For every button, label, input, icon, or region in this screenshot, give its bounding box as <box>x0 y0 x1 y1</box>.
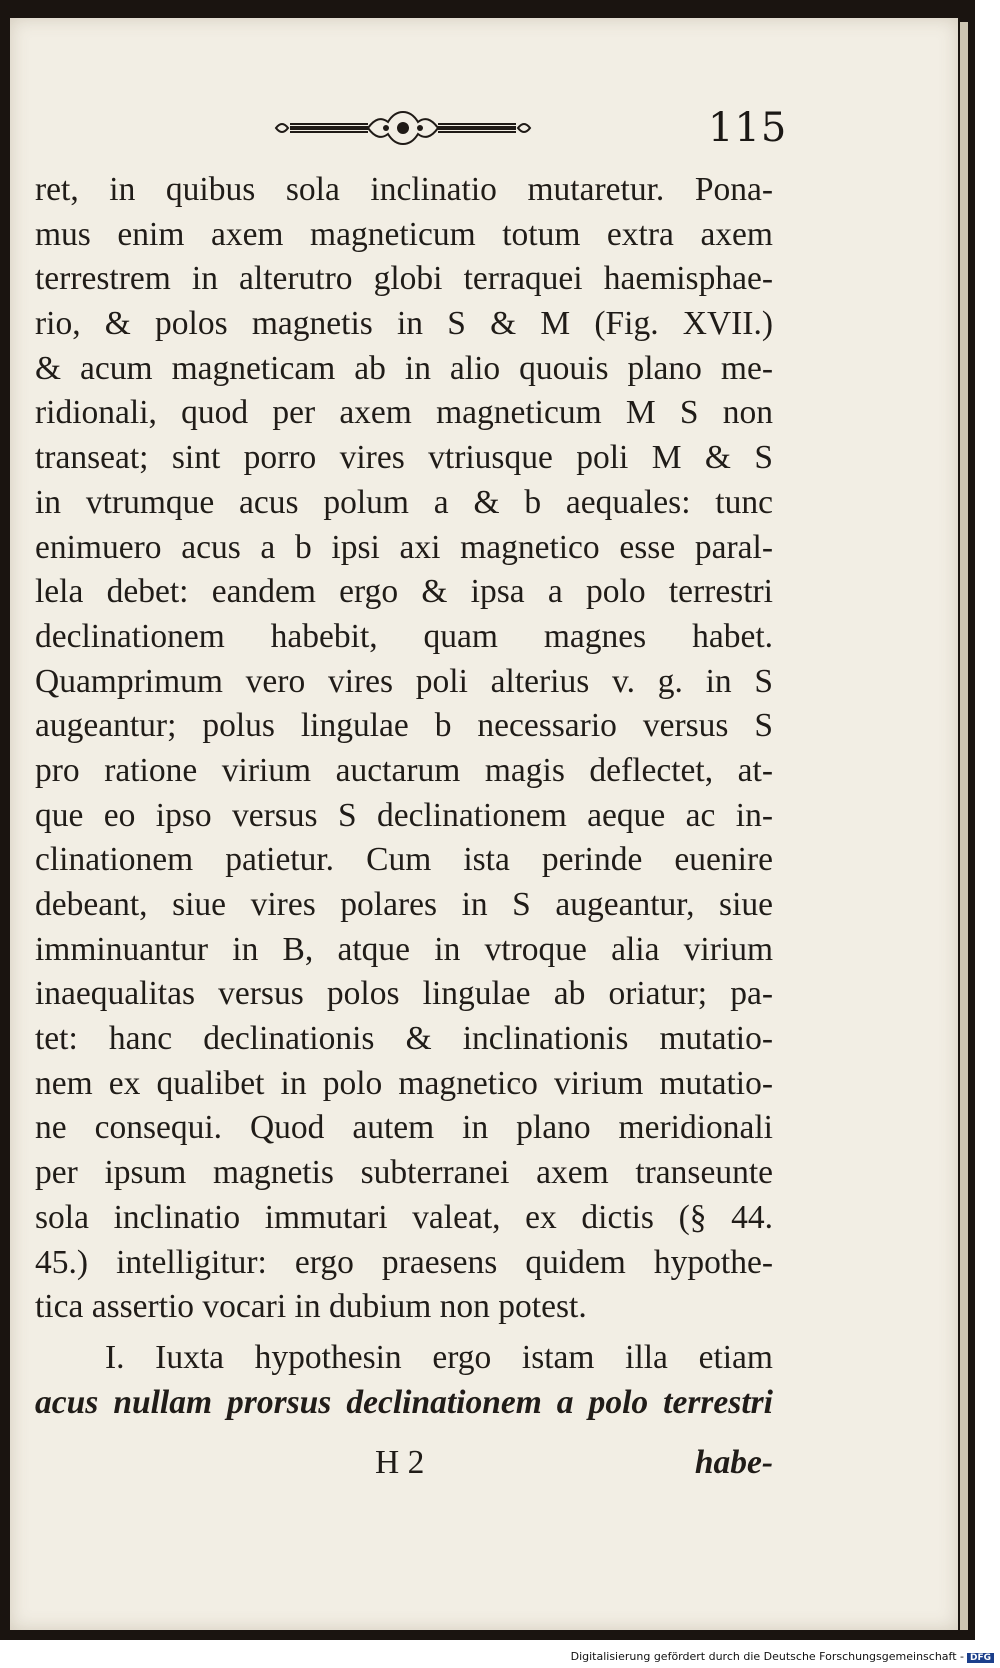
text-line: mus enim axem magneticum totum extra axem <box>35 215 773 253</box>
text-line: ret, in quibus sola inclinatio mutaretur. Pona- <box>35 171 773 208</box>
text-line: nem ex qualibet in polo magnetico virium mutatio- <box>35 1064 773 1102</box>
decorative-headpiece-ornament <box>268 108 538 148</box>
digitization-credit <box>571 1650 994 1663</box>
signature-mark: H 2 <box>375 1444 425 1481</box>
page-footer <box>35 1444 773 1488</box>
text-line: tet: hanc declinationis & inclinationis mutatio- <box>35 1020 773 1058</box>
text-line: imminuantur in B, atque in vtroque alia virium <box>35 930 773 968</box>
page-number: 115 <box>708 105 788 151</box>
text-line: in vtrumque acus polum a & b aequales: tunc <box>35 483 773 521</box>
text-line: per ipsum magnetis subterranei axem transeunte <box>35 1154 773 1192</box>
text-line: transeat; sint porro vires vtriusque poli M & S <box>35 439 773 477</box>
text-line: terrestrem in alterutro globi terraquei haemisphae- <box>35 260 773 298</box>
text-line: clinationem patietur. Cum ista perinde euenire <box>35 841 773 879</box>
text-line: inaequalitas versus polos lingulae ab oriatur; pa- <box>35 975 773 1013</box>
text-line: 45.) intelligitur: ergo praesens quidem hypothe- <box>35 1243 773 1281</box>
text-line: & acum magneticam ab in alio quouis plano me- <box>35 349 773 387</box>
page-fore-edge <box>960 22 968 1630</box>
text-line: enimuero acus a b ipsi axi magnetico esse paral- <box>35 528 773 566</box>
text-line: sola inclinatio immutari valeat, ex dictis (§ 44. <box>35 1198 773 1236</box>
body-text <box>35 168 773 1425</box>
text-line: que eo ipso versus S declinationem aeque ac in- <box>35 796 773 834</box>
paragraph-start-line: I. Iuxta hypothesin ergo istam illa etiam <box>105 1338 773 1376</box>
text-line: rio, & polos magnetis in S & M (Fig. XVII.) <box>35 305 773 343</box>
text-line: Quamprimum vero vires poli alterius v. g. in S <box>35 662 773 700</box>
text-line: lela debet: eandem ergo & ipsa a polo terrestri <box>35 573 773 611</box>
text-line: ridionali, quod per axem magneticum M S non <box>35 394 773 432</box>
italic-text-line: acus nullam prorsus declinationem a polo terrestri <box>35 1383 773 1421</box>
text-line: augeantur; polus lingulae b necessario versus S <box>35 707 773 745</box>
text-line: debeant, siue vires polares in S augeantur, siue <box>35 886 773 923</box>
text-line: declinationem habebit, quam magnes habet. <box>35 617 773 655</box>
dfg-logo-badge: DFG <box>967 1653 994 1663</box>
text-line: tica assertio vocari in dubium non potest. <box>35 1288 587 1326</box>
catchword: habe- <box>694 1444 773 1481</box>
credit-text: Digitalisierung gefördert durch die Deutsche Forschungsgemeinschaft - <box>570 1650 964 1663</box>
text-line: pro ratione virium auctarum magis deflectet, at- <box>35 751 773 789</box>
text-line: ne consequi. Quod autem in plano meridionali <box>35 1109 773 1147</box>
